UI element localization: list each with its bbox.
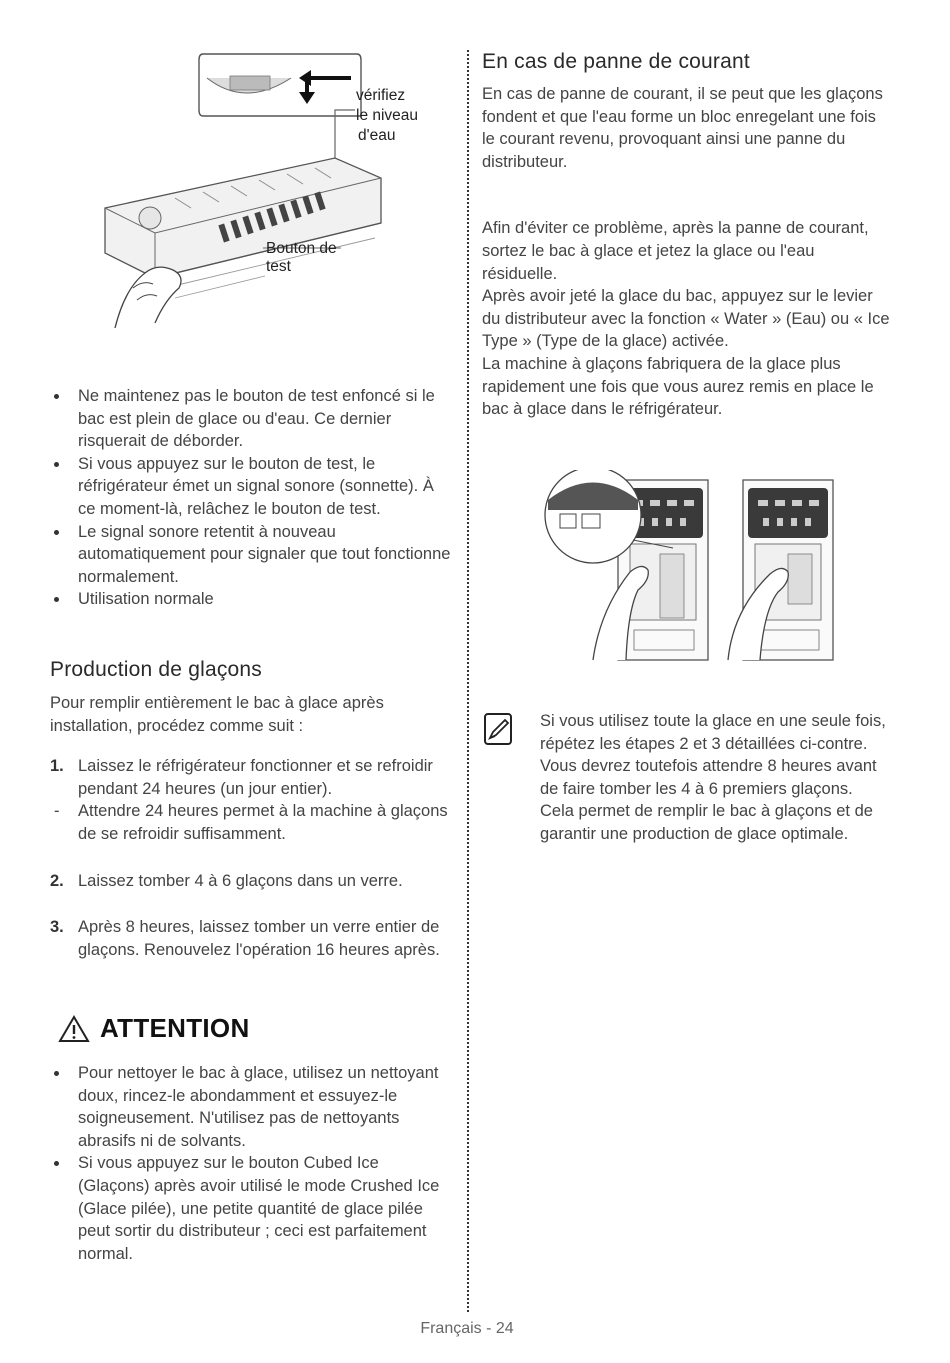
paragraph: Après avoir jeté la glace du bac, appuyez sur le levier du distributeur avec la fonction « Water » (Eau) ou « Ice Type » (Type de la glace) activée.: [482, 287, 890, 351]
section-heading-ice: Production de glaçons: [50, 658, 263, 681]
column-divider: [467, 50, 469, 1312]
section-heading-power: En cas de panne de courant: [482, 50, 750, 73]
note-text: Si vous utilisez toute la glace en une seule fois, répétez les étapes 2 et 3 détaillées ci-contre. Vous devrez toutefois attendre 8 heures avant de faire tomber les 4 à 6 premiers glaçons. Cela permet de remplir le bac à glaçons et de garantir une production de glace optimale.: [540, 712, 886, 843]
paragraph: En cas de panne de courant, il se peut que les glaçons fondent et que l'eau forme un bloc enregelant une fois le courant revenu, provoquant ainsi une panne du distributeur.: [482, 85, 883, 171]
ice-intro: Pour remplir entièrement le bac à glace après installation, procédez comme suit :: [50, 694, 384, 735]
step-item: [50, 870, 452, 893]
step-text: Laissez tomber 4 à 6 glaçons dans un verre.: [78, 872, 403, 891]
warning-icon: [58, 1015, 90, 1043]
test-button-notes: [50, 385, 452, 611]
list-item: Utilisation normale: [50, 588, 452, 611]
attention-title: ATTENTION: [100, 1013, 250, 1043]
list-item: Ne maintenez pas le bouton de test enfoncé si le bac est plein de glace ou d'eau. Ce dernier risquerait de déborder.: [50, 385, 452, 453]
step-text: Laissez le réfrigérateur fonctionner et se refroidir pendant 24 heures (un jour entier).: [78, 757, 433, 798]
note-icon: [483, 712, 515, 746]
paragraph: Afin d'éviter ce problème, après la panne de courant, sortez le bac à glace et jetez la glace ou l'eau résiduelle.: [482, 219, 869, 283]
list-item: Si vous appuyez sur le bouton de test, le réfrigérateur émet un signal sonore (sonnette). À ce moment-là, relâchez le bouton de test.: [50, 453, 452, 521]
step-item: [50, 755, 452, 800]
step-note: [50, 800, 452, 845]
step-number: 1.: [50, 757, 64, 775]
dash-mark: -: [54, 802, 60, 821]
paragraph: La machine à glaçons fabriquera de la glace plus rapidement une fois que vous aurez remis en place le bac à glace dans le réfrigérateur.: [482, 354, 874, 419]
list-item: Le signal sonore retentit à nouveau automatiquement pour signaler que tout fonctionne normalement.: [50, 521, 452, 589]
step-number: 2.: [50, 872, 64, 891]
test-button-label: Bouton de test: [266, 240, 337, 275]
dispenser-illustration: [538, 470, 838, 670]
list-item: Si vous appuyez sur le bouton Cubed Ice (Glaçons) après avoir utilisé le mode Crushed Ice (Glace pilée), une petite quantité de glace pilée peut sortir du distributeur ; ceci est parfaitement normal.: [50, 1152, 452, 1265]
step-item: [50, 916, 452, 961]
attention-notes: [50, 1062, 452, 1265]
list-item: Pour nettoyer le bac à glace, utilisez un nettoyant doux, rincez-le abondamment et essuyez-le soigneusement. N'utilisez pas de nettoyants abrasifs ni de solvants.: [50, 1062, 452, 1152]
step-number: 3.: [50, 917, 64, 936]
page-number: Français - 24: [420, 1320, 514, 1337]
step-text: Après 8 heures, laissez tomber un verre entier de glaçons. Renouvelez l'opération 16 heures après.: [78, 917, 440, 959]
step-list: [50, 755, 452, 961]
attention-header: [58, 1013, 250, 1044]
step-note-text: Attendre 24 heures permet à la machine à glaçons de se refroidir suffisamment.: [78, 802, 448, 843]
water-level-label: vérifiez le niveau d'eau: [356, 87, 419, 144]
power-text: [482, 83, 892, 421]
